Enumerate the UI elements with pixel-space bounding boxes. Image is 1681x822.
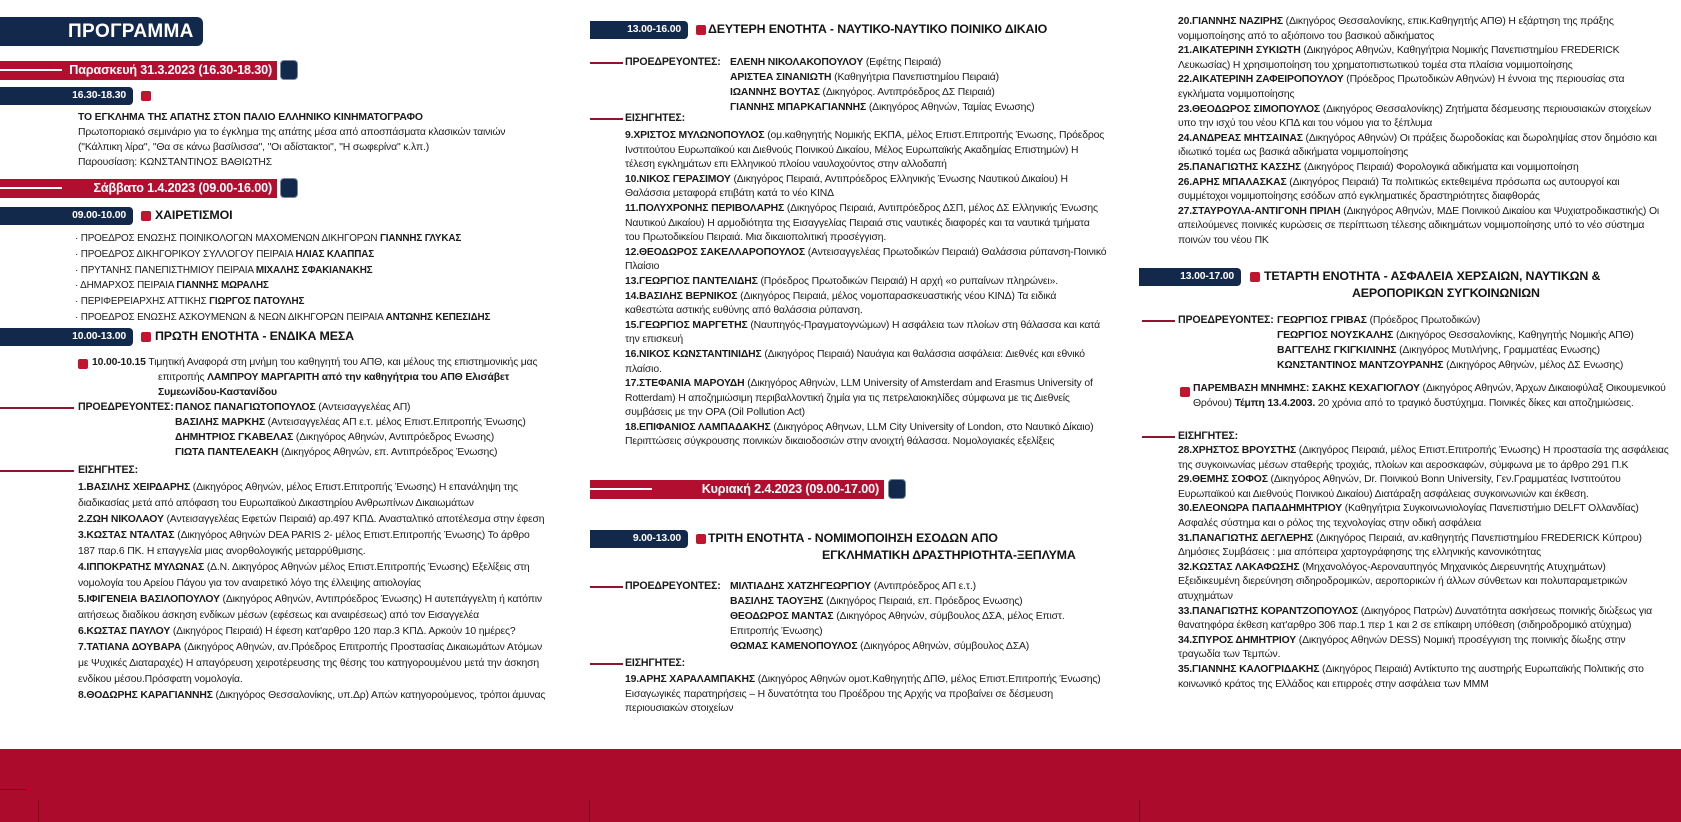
day-header-saturday (0, 179, 277, 198)
memorial-event: Τέμπη 13.4.2003. (1234, 397, 1316, 409)
chair-role: (Καθηγήτρια Πανεπιστημίου Πειραιά) (831, 72, 999, 83)
square-bullet-icon (141, 211, 151, 221)
speaker-item (78, 640, 548, 688)
chair-name: ΓΕΩΡΓΙΟΣ ΓΡΙΒΑΣ (1277, 315, 1367, 326)
speakers-list (625, 673, 1107, 717)
seminar-description: Πρωτοποριακό σεμινάριο για το έγκλημα της απάτης μέσα από αποσπάσματα κλασικών ταινιών ("Κάλπικη λίρα", "Θα σε κάνω βασίλισσα", "Οι αδίστακτοι", "Η σωφερίνα" κ.λπ.) (78, 127, 506, 153)
memorial-text: (Δικηγόρος Αθηνών, Άρχων Δικαιοφύλαξ Οικουμενικού Θρόνου) (1193, 383, 1666, 409)
speaker-topic: (ομ.καθηγητής Νομικής ΕΚΠΑ, μέλος Επιστ.Επιτροπής Ένωσης, Πρόεδρος Ινστιτούτου Ευρωπαϊκού και Διεθνούς Ποινικού Δικαίου, Μέλος Ευρωπαϊκής Ακαδημίας Επιστημών) Η τέλεση εγκλημάτων επι Ελληνικού πλοίου ναυλοχούντος στην αλλοδαπή (625, 130, 1105, 171)
chair-name: ΑΡΙΣΤΕΑ ΣΙΝΑΝΙΩΤΗ (730, 72, 832, 83)
speaker-item (625, 202, 1107, 246)
chair-role: (Δικηγόρος Αθηνών, σύμβουλος ΔΣΑ, μέλος Επιστ. Επιτροπής Ένωσης) (730, 611, 1065, 637)
square-icon (281, 179, 297, 197)
speaker-name: 7.ΤΑΤΙΑΝΑ ΔΟΥΒΑΡΑ (78, 642, 182, 653)
greeting-role: · ΠΡΥΤΑΝΗΣ ΠΑΝΕΠΙΣΤΗΜΙΟΥ ΠΕΙΡΑΙΑ (75, 264, 256, 276)
chair-name: ΓΕΩΡΓΙΟΣ ΝΟΥΣΚΑΛΗΣ (1277, 330, 1394, 341)
square-bullet-icon (141, 332, 151, 342)
speaker-name: 20.ΓΙΑΝΝΗΣ ΝΑΖΙΡΗΣ (1178, 16, 1283, 27)
speaker-topic: (Δικηγόρος Πειραιά, μέλος νομοπαρασκευαστικής νέου ΚΙΝΔ) Τα ειδικά καθεστώτα αστικής ευθύνης από θαλάσσια ρύπανση. (625, 290, 1057, 317)
speaker-topic: (Δικηγόρος Θεσσαλονίκης, επικ.Καθηγητής ΑΠΘ) Η εξάρτηση της πράξης νομιμοποίησης από το αξιόποινο του βασικού αδικήματος (1178, 16, 1614, 42)
time-pill: 16.30-18.30 (0, 87, 133, 105)
crop-mark (589, 800, 590, 822)
seminar-title: ΤΟ ΕΓΚΛΗΜΑ ΤΗΣ ΑΠΑΤΗΣ ΣΤΟΝ ΠΑΛΙΟ ΕΛΛΗΝΙΚΟ ΚΙΝΗΜΑΤΟΓΡΑΦΟ (78, 112, 423, 123)
chair-name: ΓΙΩΤΑ ΠΑΝΤΕΛΕΑΚΗ (175, 447, 279, 458)
speaker-topic: (Δικηγόρος Αθηνών, ΜΔΕ Ποινικού Δικαίου και Ψυχιατροδικαστικής) Οι απειλούμενες ποινικές κυρώσεις σε περίπτωση τέλεσης αδικημάτων νομιμοποίησης υπό το νέο σύστημα ποινών του νέου ΠΚ (1178, 205, 1660, 246)
divider (1142, 320, 1175, 322)
greeting-item (75, 310, 545, 326)
chair-row (730, 609, 1105, 639)
speaker-topic: (Καθηγήτρια Συγκοινωνιολογίας Πανεπιστήμιο DELFT Ολλανδίας) Ασφαλές σύστημα και ο ρόλος της τεχνολογίας στην οδική ασφάλεια (1178, 503, 1639, 529)
chair-row (730, 100, 1105, 115)
chairs-label: ΠΡΟΕΔΡΕΥΟΝΤΕΣ: (625, 580, 721, 592)
chair-row (730, 579, 1105, 594)
speaker-name: 27.ΣΤΑΥΡΟΥΛΑ-ΑΝΤΙΓΟΝΗ ΠΡΙΛΗ (1178, 205, 1341, 217)
greeting-role: · ΠΡΟΕΔΡΟΣ ΕΝΩΣΗΣ ΠΟΙΝΙΚΟΛΟΓΩΝ ΜΑΧΟΜΕΝΩΝ ΔΙΚΗΓΟΡΩΝ (75, 233, 381, 244)
speaker-item (78, 480, 548, 512)
chair-name: ΘΩΜΑΣ ΚΑΜΕΝΟΠΟΥΛΟΣ (730, 641, 858, 652)
tribute-time: 10.00-10.15 (92, 357, 146, 368)
speaker-item (1178, 103, 1670, 132)
square-bullet-icon (1250, 272, 1260, 282)
speakers-label: ΕΙΣΗΓΗΤΕΣ: (78, 464, 138, 476)
chairs-label: ΠΡΟΕΔΡΕΥΟΝΤΕΣ: (78, 401, 174, 413)
speaker-topic: (Δικηγόρος Πειραιά, μέλος Επιστ.Επιτροπής Ένωσης) Η προστασία της ασφάλειας της συγκοινωνίας μέσων σταθερής τροχιάς, πλοίων και αεροσκαφών, σύμφωνα με το άρθρο 291 Π.Κ (1178, 445, 1669, 471)
square-bullet-icon (696, 534, 706, 544)
speaker-name: 35.ΓΙΑΝΝΗΣ ΚΑΛΟΓΡΙΔΑΚΗΣ (1178, 663, 1320, 675)
speaker-topic: (Δικηγόρος Αθηνών, Dr. Ποινικού Bonn University, Γεν.Γραμματέας Ινστιτούτου Ευρωπαϊκού και Διεθνούς Ποινικού Δικαίου) Διατάραξη ασφάλειας συγκοινωνιών και έκθεση. (1178, 474, 1621, 500)
day-header-friday (0, 61, 277, 80)
speaker-topic: (Αντεισαγγελέας Πρωτοδικών Πειραιά) Θαλάσσια ρύπανση-Ποινικό Πλαίσιο (625, 246, 1107, 273)
speaker-item (1178, 15, 1670, 44)
speaker-name: 12.ΘΕΟΔΩΡΟΣ ΣΑΚΕΛΛΑΡΟΠΟΥΛΟΣ (625, 246, 805, 258)
chair-role: (Εφέτης Πειραιά) (863, 57, 942, 68)
speaker-item (1178, 502, 1670, 531)
section-title-line2: ΕΓΚΛΗΜΑΤΙΚΗ ΔΡΑΣΤΗΡΙΟΤΗΤΑ-ΞΕΠΛΥΜΑ (822, 548, 1076, 562)
day-header-sunday (590, 480, 884, 499)
speaker-item (625, 421, 1107, 450)
speaker-topic: (Δικηγόρος Πειραιά) Αντίκτυπο της αυστηρής Ευρωπαϊκής Πολιτικής στο κοινωνικό κράτος της Ελλάδος και επιρροές στην ασφάλεια των ΜΜΜ (1178, 663, 1644, 690)
speaker-topic: (Αντεισαγγελέας Εφετών Πειραιά) αρ.497 ΚΠΔ. Ανασταλτικό αποτέλεσμα στην έφεση (163, 514, 545, 525)
speaker-item (625, 173, 1107, 202)
speaker-name: 30.ΕΛΕΟΝΩΡΑ ΠΑΠΑΔΗΜΗΤΡΙΟΥ (1178, 503, 1342, 515)
speaker-topic: (Δικηγόρος Αθηνών, Αντιπρόεδρος Ένωσης) Η αυτεπάγγελτη ή κατόπιν αιτήσεως διαδίκου άσκηση ενδίκων μέσων (εφέσεως και αναιρέσεως) από τον Εισαγγελέα (78, 594, 542, 621)
speaker-item (1178, 561, 1670, 605)
speaker-item (625, 377, 1107, 421)
chair-name: ΚΩΝΣΤΑΝΤΙΝΟΣ ΜΑΝΤΖΟΥΡΑΝΗΣ (1277, 360, 1444, 371)
speakers-label: ΕΙΣΗΓΗΤΕΣ: (625, 657, 685, 669)
speaker-name: 3.ΚΩΣΤΑΣ ΝΤΑΛΤΑΣ (78, 530, 175, 541)
memorial-note (1193, 382, 1668, 411)
section-title-line1: ΤΡΙΤΗ ΕΝΟΤΗΤΑ - ΝΟΜΙΜΟΠΟΙΗΣΗ ΕΣΟΔΩΝ ΑΠΟ (708, 531, 998, 545)
speaker-topic: (Ναυπηγός-Πραγματογνώμων) Η ασφάλεια των πλοίων στη θάλασσα και κατά την επισκευή (625, 319, 1100, 346)
greeting-item (75, 231, 545, 247)
chair-role: (Δικηγόρος Αθηνών, Αντιπρόεδρος Ενωσης) (293, 432, 495, 443)
speaker-item (625, 319, 1107, 348)
speaker-item (625, 275, 1107, 290)
speaker-name: 8.ΘΟΔΩΡΗΣ ΚΑΡΑΓΙΑΝΝΗΣ (78, 690, 213, 701)
program-title: ΠΡΟΓΡΑΜΜΑ (0, 17, 203, 46)
crop-mark (1139, 800, 1140, 822)
crop-mark (38, 800, 39, 822)
speaker-name: 24.ΑΝΔΡΕΑΣ ΜΗΤΣΑΙΝΑΣ (1178, 132, 1303, 144)
speaker-name: 4.ΙΠΠΟΚΡΑΤΗΣ ΜΥΛΩΝΑΣ (78, 562, 205, 573)
speaker-item (78, 624, 548, 640)
time-pill: 10.00-13.00 (0, 328, 133, 346)
speaker-name: 13.ΓΕΩΡΓΙΟΣ ΠΑΝΤΕΛΙΔΗΣ (625, 275, 758, 287)
chairs-list (175, 400, 555, 460)
divider (590, 488, 652, 490)
speaker-item (625, 246, 1107, 275)
chair-row (730, 55, 1105, 70)
greeting-name: ΜΙΧΑΛΗΣ ΣΦΑΚΙΑΝΑΚΗΣ (255, 264, 373, 276)
speaker-name: 23.ΘΕΟΔΩΡΟΣ ΣΙΜΟΠΟΥΛΟΣ (1178, 103, 1321, 115)
divider (590, 586, 623, 588)
speaker-topic: (Δικηγόρος Αθηνών, LLM University of Amsterdam and Erasmus University of Rotterdam) Η αποζημιώσιμη περιβαλλοντική ζημία για τις πετρελαιοκηλίδες σύμφωνα με τις Διεθνείς συμβάσεις με την OPA (Oil Pollution Act) (625, 378, 1093, 419)
speaker-name: 15.ΓΕΩΡΓΙΟΣ ΜΑΡΓΕΤΗΣ (625, 319, 748, 331)
square-bullet-icon (78, 359, 88, 369)
speaker-topic: (Δικηγόρος Αθηνων, LLM City University of London, στο Ναυτικό Δίκαιο) Περιπτώσεις σύγκρουσης ποινικών δικαιοδοσιών στην ανοιχτή θάλασσα. Νομολογιακές εξελίξεις (625, 421, 1094, 448)
speaker-topic: (Δικηγόρος Θεσσαλονίκης) Ζητήματα δέσμευσης περιουσιακών στοιχείων υπο την ισχύ του νέου ΚΠΔ και του νόμου για το ξέπλυμα (1178, 103, 1651, 130)
section-title: ΔΕΥΤΕΡΗ ΕΝΟΤΗΤΑ - ΝΑΥΤΙΚΟ-ΝΑΥΤΙΚΟ ΠΟΙΝΙΚΟ ΔΙΚΑΙΟ (708, 22, 1048, 36)
chair-row (730, 594, 1105, 609)
chair-name: ΘΕΟΔΩΡΟΣ ΜΑΝΤΑΣ (730, 611, 834, 622)
divider (0, 470, 74, 472)
speaker-topic: (Δικηγόρος Πειραιά, αν.καθηγητής Πανεπιστημίου FREDERICK Κύπρου) Δημόσιες Συμβάσεις : μια απόπειρα χαρτογράφησης της ελληνικής κανονικότητας (1178, 532, 1642, 559)
chair-role: (Αντεισαγγελέας ΑΠ ε.τ. μέλος Επιστ.Επιτροπής Ένωσης) (264, 417, 526, 428)
chair-role: (Δικηγόρος Αθηνών, σύμβουλος ΔΣΑ) (857, 641, 1030, 652)
speaker-item (1178, 605, 1670, 634)
speaker-topic: (Πρόεδρος Πρωτοδικών Αθηνών) Η έννοια της περιουσίας στα εγκλήματα νομιμοποίησης (1178, 74, 1625, 100)
time-pill: 13.00-17.00 (1139, 268, 1241, 286)
speaker-name: 28.ΧΡΗΣΤΟΣ ΒΡΟΥΣΤΗΣ (1178, 445, 1297, 456)
section-title-line1: ΤΕΤΑΡΤΗ ΕΝΟΤΗΤΑ - ΑΣΦΑΛΕΙΑ ΧΕΡΣΑΙΩΝ, ΝΑΥΤΙΚΩΝ & (1264, 269, 1601, 283)
chair-name: ΓΙΑΝΝΗΣ ΜΠΑΡΚΑΓΙΑΝΝΗΣ (730, 102, 867, 113)
chairs-label: ΠΡΟΕΔΡΕΥΟΝΤΕΣ: (625, 56, 721, 68)
chair-name: ΜΙΛΤΙΑΔΗΣ ΧΑΤΖΗΓΕΩΡΓΙΟΥ (730, 581, 872, 592)
speaker-name: 26.ΑΡΗΣ ΜΠΑΛΑΣΚΑΣ (1178, 176, 1287, 188)
chair-row (175, 430, 555, 445)
speaker-item (1178, 532, 1670, 561)
square-bullet-icon (141, 91, 151, 101)
speaker-item (1178, 132, 1670, 161)
speaker-name: 16.ΝΙΚΟΣ ΚΩΝΣΤΑΝΤΙΝΙΔΗΣ (625, 348, 762, 360)
memorial-title: ΠΑΡΕΜΒΑΣΗ ΜΝΗΜΗΣ: ΣΑΚΗΣ ΚΕΧΑΓΙΟΓΛΟΥ (1193, 383, 1420, 394)
speaker-topic: (Δικηγόρος Αθηνών, Καθηγήτρια Νομικής Πανεπιστημίου FREDERICK Λευκωσίας) Η χρησιμοποίηση του χρηματοπιστωτικού τομέα στα πλαίσια νομιμοποίησης (1178, 45, 1620, 71)
greeting-role: · ΔΗΜΑΡΧΟΣ ΠΕΙΡΑΙΑ (75, 280, 177, 292)
chair-role: (Δικηγόρος. Αντιπρόεδρος ΔΣ Πειραιά) (819, 87, 995, 98)
speaker-name: 2.ΖΩΗ ΝΙΚΟΛΑΟΥ (78, 514, 164, 525)
chair-row (730, 639, 1105, 654)
speakers-label: ΕΙΣΗΓΗΤΕΣ: (625, 112, 685, 124)
square-bullet-icon (696, 25, 706, 35)
speakers-list (1178, 444, 1670, 692)
chairs-list (730, 579, 1105, 654)
speaker-item (625, 673, 1107, 717)
speaker-item (625, 290, 1107, 319)
speaker-topic: (Δικηγόρος Πειραιά) Ναυάγια και θαλάσσια ασφάλεια: Διεθνές και εθνικό πλαίσιο. (625, 348, 1085, 375)
speakers-list (625, 129, 1107, 450)
greeting-name: ΓΙΑΝΝΗΣ ΓΛΥΚΑΣ (380, 233, 462, 244)
chair-role: (Δικηγόρος Αθηνών, Ταμίας Ενωσης) (866, 102, 1035, 113)
speaker-name: 17.ΣΤΕΦΑΝΙΑ ΜΑΡΟΥΔΗ (625, 378, 745, 390)
speaker-topic: (Μηχανολόγος-Αεροναυπηγός Μηχανικός Διερευνητής Ατυχημάτων) Εξειδικευμένη διερεύνηση σιδηροδρομικών, αεροπορικών ή άλλων σύνθετων και πολυπαραμετρικών ατυχημάτων (1178, 561, 1628, 602)
speaker-topic: (Δικηγόρος Αθηνών ομοτ.Καθηγητής ΔΠΘ, μέλος Επιστ.Επιτροπής Ένωσης) Εισαγωγικές παρατηρήσεις – Η δυνατότητα του Προέδρου της Αρχής να προβαίνει σε δέσμευση περιουσιακών στοιχείων (625, 674, 1101, 715)
chair-row (730, 85, 1105, 100)
speaker-item (78, 528, 548, 560)
speaker-name: 11.ΠΟΛΥΧΡΟΝΗΣ ΠΕΡΙΒΟΛΑΡΗΣ (625, 202, 785, 214)
crop-mark (0, 789, 26, 790)
speaker-name: 33.ΠΑΝΑΓΙΩΤΗΣ ΚΟΡΑΝΤΖΟΠΟΥΛΟΣ (1178, 605, 1358, 617)
time-pill: 9.00-13.00 (590, 530, 688, 548)
chair-name: ΠΑΝΟΣ ΠΑΝΑΓΙΩΤΟΠΟΥΛΟΣ (175, 402, 316, 413)
square-icon (889, 480, 905, 498)
divider (590, 62, 623, 64)
speaker-name: 31.ΠΑΝΑΓΙΩΤΗΣ ΔΕΓΛΕΡΗΣ (1178, 532, 1314, 544)
chair-role: (Δικηγόρος Πειραιά, επ. Πρόεδρος Ενωσης) (823, 596, 1023, 607)
greeting-role: · ΠΡΟΕΔΡΟΣ ΔΙΚΗΓΟΡΙΚΟΥ ΣΥΛΛΟΓΟΥ ΠΕΙΡΑΙΑ (75, 248, 296, 260)
greeting-item (75, 263, 545, 279)
chairs-label: ΠΡΟΕΔΡΕΥΟΝΤΕΣ: (1178, 314, 1274, 326)
tribute-text: Τιμητική Αναφορά στη μνήμη του καθηγητή του ΑΠΘ, και μέλους της επιστημονικής μας επιτροπής (145, 357, 538, 383)
day-label: Κυριακή 2.4.2023 (09.00-17.00) (701, 482, 879, 496)
speaker-item (1178, 176, 1670, 205)
speaker-topic: (Δικηγόρος Πειραιά) Τα πολιτικώς εκτεθειμένα πρόσωπα ως αυτουργοί και συμμέτοχοι νομιμοποίησης εσόδων από εγκληματικές δραστηριότητες διαφθοράς (1178, 176, 1620, 203)
speaker-topic: (Δικηγόρος Πειραιά, Αντιπρόεδρος ΔΣΠ, μέλος ΔΣ Ελληνικής Ένωσης Ναυτικού Δικαίου) Η αρμοδιότητα της Εισαγγελίας Πειραιά στις ναυτικές διαφορές και τα ναυτικά τμήματα του Πρωτοδικείου Πειραιά. Μια δικαιοπολιτική προσέγγιση. (625, 202, 1098, 244)
speaker-name: 18.ΕΠΙΦΑΝΙΟΣ ΛΑΜΠΑΔΑΚΗΣ (625, 421, 771, 433)
time-pill: 13.00-16.00 (590, 21, 688, 39)
speaker-name: 10.ΝΙΚΟΣ ΓΕΡΑΣΙΜΟΥ (625, 173, 731, 185)
speakers-label: ΕΙΣΗΓΗΤΕΣ: (1178, 430, 1238, 442)
section-title-line2: ΑΕΡΟΠΟΡΙΚΩΝ ΣΥΓΚΟΙΝΩΝΙΩΝ (1352, 286, 1540, 300)
section-title: ΠΡΩΤΗ ΕΝΟΤΗΤΑ - ΕΝΔΙΚΑ ΜΕΣΑ (155, 329, 354, 343)
speaker-name: 1.ΒΑΣΙΛΗΣ ΧΕΙΡΔΑΡΗΣ (78, 482, 191, 493)
speaker-topic: (Δικηγόρος Αθηνών DESS) Νομική προσέγγιση της ποινικής δίωξης στην τραγωδία των Τεμπών. (1178, 634, 1626, 661)
speaker-name: 5.ΙΦΙΓΕΝΕΙΑ ΒΑΣΙΛΟΠΟΥΛΟΥ (78, 594, 220, 605)
greeting-name: ΑΝΤΩΝΗΣ ΚΕΠΕΣΙΔΗΣ (385, 311, 491, 323)
chair-row (1277, 328, 1677, 343)
speaker-name: 21.ΑΙΚΑΤΕΡΙΝΗ ΣΥΚΙΩΤΗ (1178, 45, 1301, 57)
chair-row (175, 400, 555, 415)
chairs-list (1277, 313, 1677, 373)
chair-name: ΒΑΓΓΕΛΗΣ ΓΚΙΓΚΙΛΙΝΗΣ (1277, 345, 1397, 356)
speaker-item (625, 129, 1107, 173)
speaker-item (1178, 44, 1670, 73)
chair-row (1277, 358, 1677, 373)
speaker-topic: (Δικηγόρος Θεσσαλονίκης, υπ.Δρ) Απών κατηγορούμενος, τρόποι άμυνας (212, 690, 546, 701)
speaker-item (1178, 205, 1670, 249)
speaker-item (78, 560, 548, 592)
square-bullet-icon (1180, 387, 1190, 397)
greeting-item (75, 278, 545, 294)
chair-name: ΒΑΣΙΛΗΣ ΜΑΡΚΗΣ (175, 417, 265, 428)
chair-name: ΒΑΣΙΛΗΣ ΤΑΟΥΞΗΣ (730, 596, 824, 607)
speaker-topic: (Δικηγόρος Αθηνών DEA PARIS 2- μέλος Επιστ.Επιτροπής Ένωσης) Το άρθρο 187 παρ.6 ΠΚ. Η επαγγελία μιας ανορθολογικής μεταρρύθμισης. (78, 530, 530, 557)
chair-role: (Δικηγόρος Αθηνών, μέλος ΔΣ Ενωσης) (1443, 360, 1624, 371)
speaker-item (1178, 663, 1670, 692)
chair-row (1277, 313, 1677, 328)
square-icon (281, 61, 297, 79)
divider (0, 187, 62, 189)
greeting-name: ΓΙΑΝΝΗΣ ΜΩΡΑΛΗΣ (176, 280, 269, 292)
chair-role: (Πρόεδρος Πρωτοδικών) (1366, 315, 1481, 326)
chair-name: ΕΛΕΝΗ ΝΙΚΟΛΑΚΟΠΟΥΛΟΥ (730, 57, 864, 68)
speaker-item (1178, 444, 1670, 473)
chair-row (1277, 343, 1677, 358)
speaker-item (78, 512, 548, 528)
speaker-topic: (Πρόεδρος Πρωτοδικών Πειραιά) Η αρχή «ο ρυπαίνων πληρώνει». (757, 275, 1058, 287)
speaker-topic: (Δικηγόρος Αθηνών, αν.Πρόεδρος Επιτροπής Προστασίας Δικαιωμάτων Ατόμων με Ψυχικές Διαταραχές) Η απαγόρευση χειροτέρευσης της θέσης του κατηγορουμένου μετά την άσκηση ενδίκου μέσου.Πρόσφατη νομολογία. (78, 642, 543, 685)
chair-row (175, 445, 555, 460)
seminar-block (78, 110, 548, 170)
speaker-topic: (Δικηγόρος Αθηνών, μέλος Επιστ.Επιτροπής Ένωσης) Η επανάληψη της διαδικασίας μετά από απόφαση του Ευρωπαϊκού Δικαστηρίου Ανθρωπίνων Δικαιωμάτων (78, 482, 518, 509)
speaker-item (78, 688, 548, 704)
speaker-topic: (Δικηγόρος Αθηνών) Οι πράξεις δωροδοκίας και δωροληψίας στον δημόσιο και ιδιωτικό τομέα ως βασικά αδικήματα νομιμοποίησης (1178, 132, 1657, 159)
chair-role: (Δικηγόρος Θεσσαλονίκης, Καθηγητής Νομικής ΑΠΘ) (1393, 330, 1634, 341)
chair-role: (Αντεισαγγελέας ΑΠ) (315, 402, 411, 413)
speaker-name: 32.ΚΩΣΤΑΣ ΛΑΚΑΦΩΣΗΣ (1178, 561, 1300, 573)
divider (0, 407, 74, 409)
speaker-name: 6.ΚΩΣΤΑΣ ΠΑΥΛΟΥ (78, 626, 171, 637)
seminar-presenter: Παρουσίαση: ΚΩΝΣΤΑΝΤΙΝΟΣ ΒΑΘΙΩΤΗΣ (78, 157, 273, 168)
chair-row (730, 70, 1105, 85)
chair-role: (Αντιπρόεδρος ΑΠ ε.τ.) (871, 581, 976, 592)
day-label: Σάββατο 1.4.2023 (09.00-16.00) (93, 181, 272, 195)
speaker-name: 14.ΒΑΣΙΛΗΣ ΒΕΡΝΙΚΟΣ (625, 290, 738, 302)
greetings-list (75, 231, 545, 326)
time-pill: 09.00-10.00 (0, 207, 133, 225)
divider (0, 69, 62, 71)
speaker-item (1178, 473, 1670, 502)
speakers-list (78, 480, 548, 704)
divider (590, 118, 623, 120)
footer-band (0, 749, 1681, 822)
speaker-topic: (Δικηγόρος Πειραιά) Φορολογικά αδικήματα και νομιμοποίηση (1301, 161, 1579, 173)
chair-name: ΙΩΑΝΝΗΣ ΒΟΥΤΑΣ (730, 87, 820, 98)
chairs-list (730, 55, 1105, 115)
tribute-note (92, 355, 553, 400)
speaker-item (625, 348, 1107, 377)
chair-role: (Δικηγόρος Μυτιλήνης, Γραμματέας Ενωσης) (1396, 345, 1600, 356)
speaker-name: 22.ΑΙΚΑΤΕΡΙΝΗ ΖΑΦΕΙΡΟΠΟΥΛΟΥ (1178, 74, 1344, 86)
speaker-topic: (Δικηγόρος Πειραιά) Η έφεση κατ'αρθρο 120 παρ.3 ΚΠΔ. Αρκούν 10 ημέρες? (170, 626, 516, 637)
chair-row (175, 415, 555, 430)
speaker-item (1178, 73, 1670, 102)
greeting-item (75, 247, 545, 263)
greeting-role: · ΠΕΡΙΦΕΡΕΙΑΡΧΗΣ ΑΤΤΙΚΗΣ (75, 296, 210, 308)
speaker-name: 9.ΧΡΙΣΤΟΣ ΜΥΛΩΝΟΠΟΥΛΟΣ (625, 130, 765, 141)
speakers-list-continued (1178, 15, 1670, 249)
speaker-name: 34.ΣΠΥΡΟΣ ΔΗΜΗΤΡΙΟΥ (1178, 634, 1297, 646)
greeting-role: · ΠΡΟΕΔΡΟΣ ΕΝΩΣΗΣ ΑΣΚΟΥΜΕΝΩΝ & ΝΕΩΝ ΔΙΚΗΓΟΡΩΝ ΠΕΙΡΑΙΑ (75, 311, 386, 323)
speaker-item (1178, 161, 1670, 176)
speaker-topic: (Δικηγόρος Πειραιά, Αντιπρόεδρος Ελληνικής Ένωσης Ναυτικού Δικαίου) Η Θαλάσσια μεταφορά επιβάτη κατά το νέο ΚΙΝΔ (625, 173, 1068, 200)
memorial-tail: 20 χρόνια από το τραγικό δυστύχημα. Ποινικές δίκες και αποζημιώσεις. (1315, 397, 1634, 409)
speaker-topic: (Δικηγόρος Πατρών) Δυνατότητα ασκήσεως ποινικής διώξεως για θανατηφόρα έκθεση κατ'αρθρο 306 παρ.1 περ 1 και 2 σε επίκαιρη υπόθεση (σιδηροδρομικό ατύχημα) (1178, 605, 1652, 632)
chair-role: (Δικηγόρος Αθηνών, επ. Αντιπρόεδρος Ένωσης) (278, 447, 498, 458)
speaker-name: 25.ΠΑΝΑΓΙΩΤΗΣ ΚΑΣΣΗΣ (1178, 161, 1302, 173)
greeting-name: ΓΙΩΡΓΟΣ ΠΑΤΟΥΛΗΣ (209, 296, 305, 308)
greeting-name: ΗΛΙΑΣ ΚΛΑΠΠΑΣ (295, 248, 374, 260)
divider (590, 663, 623, 665)
divider (1142, 436, 1175, 438)
speaker-item (78, 592, 548, 624)
speaker-topic: (Δ.Ν. Δικηγόρος Αθηνών μέλος Επιστ.Επιτροπής Ένωσης) Εξελίξεις στη νομολογία του Αρείου Πάγου για τον αναιρετικό λόγο της έλλειψης αιτιολογίας (78, 562, 530, 589)
tribute-honoree: ΛΑΜΠΡΟΥ ΜΑΡΓΑΡΙΤΗ από την καθηγήτρια του ΑΠΘ Ελισάβετ Συμεωνίδου-Καστανίδου (158, 372, 510, 398)
speaker-item (1178, 634, 1670, 663)
greeting-item (75, 294, 545, 310)
speaker-name: 29.ΘΕΜΗΣ ΣΟΦΟΣ (1178, 474, 1268, 486)
chair-name: ΔΗΜΗΤΡΙΟΣ ΓΚΑΒΕΛΑΣ (175, 432, 294, 443)
speaker-name: 19.ΑΡΗΣ ΧΑΡΑΛΑΜΠΑΚΗΣ (625, 674, 755, 685)
day-label: Παρασκευή 31.3.2023 (16.30-18.30) (69, 63, 272, 77)
section-title: ΧΑΙΡΕΤΙΣΜΟΙ (155, 208, 233, 222)
